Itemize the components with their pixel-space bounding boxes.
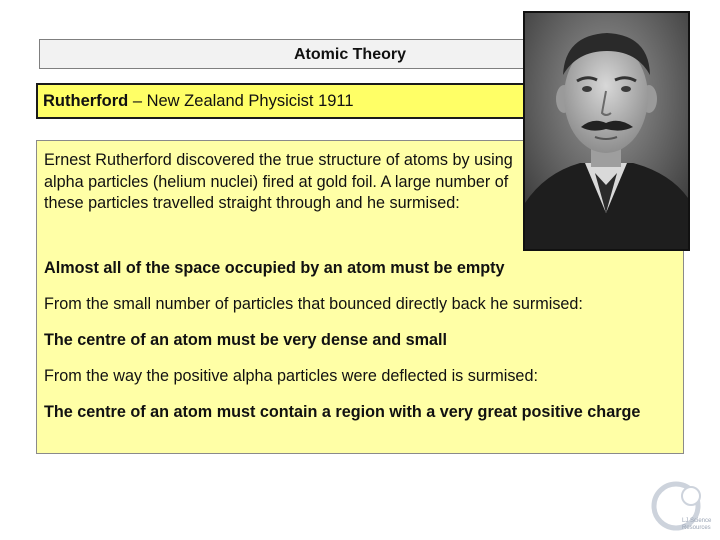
observation-deflection: From the way the positive alpha particles were deflected is surmised: bbox=[44, 367, 538, 385]
rutherford-portrait bbox=[523, 11, 690, 251]
conclusion-empty-space: Almost all of the space occupied by an atom must be empty bbox=[44, 259, 505, 277]
observation-bounced-back: From the small number of particles that bounced directly back he surmised: bbox=[44, 295, 583, 313]
conclusion-dense-centre: The centre of an atom must be very dense and small bbox=[44, 331, 448, 349]
subtitle bbox=[43, 92, 354, 111]
conclusion-positive-charge: The centre of an atom must contain a region with a very great positive charge bbox=[44, 403, 641, 421]
page-title: Atomic Theory bbox=[293, 46, 406, 63]
portrait-image bbox=[525, 13, 688, 249]
subtitle-name: Rutherford bbox=[43, 92, 129, 110]
logo-text: LJ Science Resources bbox=[682, 518, 712, 531]
intro-paragraph: Ernest Rutherford discovered the true structure of atoms by using alpha particles (helium nuclei) fired at gold foil. A large number of these particles travelled straight through and he surmised: bbox=[44, 151, 513, 212]
subtitle-rest: – New Zealand Physicist 1911 bbox=[128, 92, 354, 110]
